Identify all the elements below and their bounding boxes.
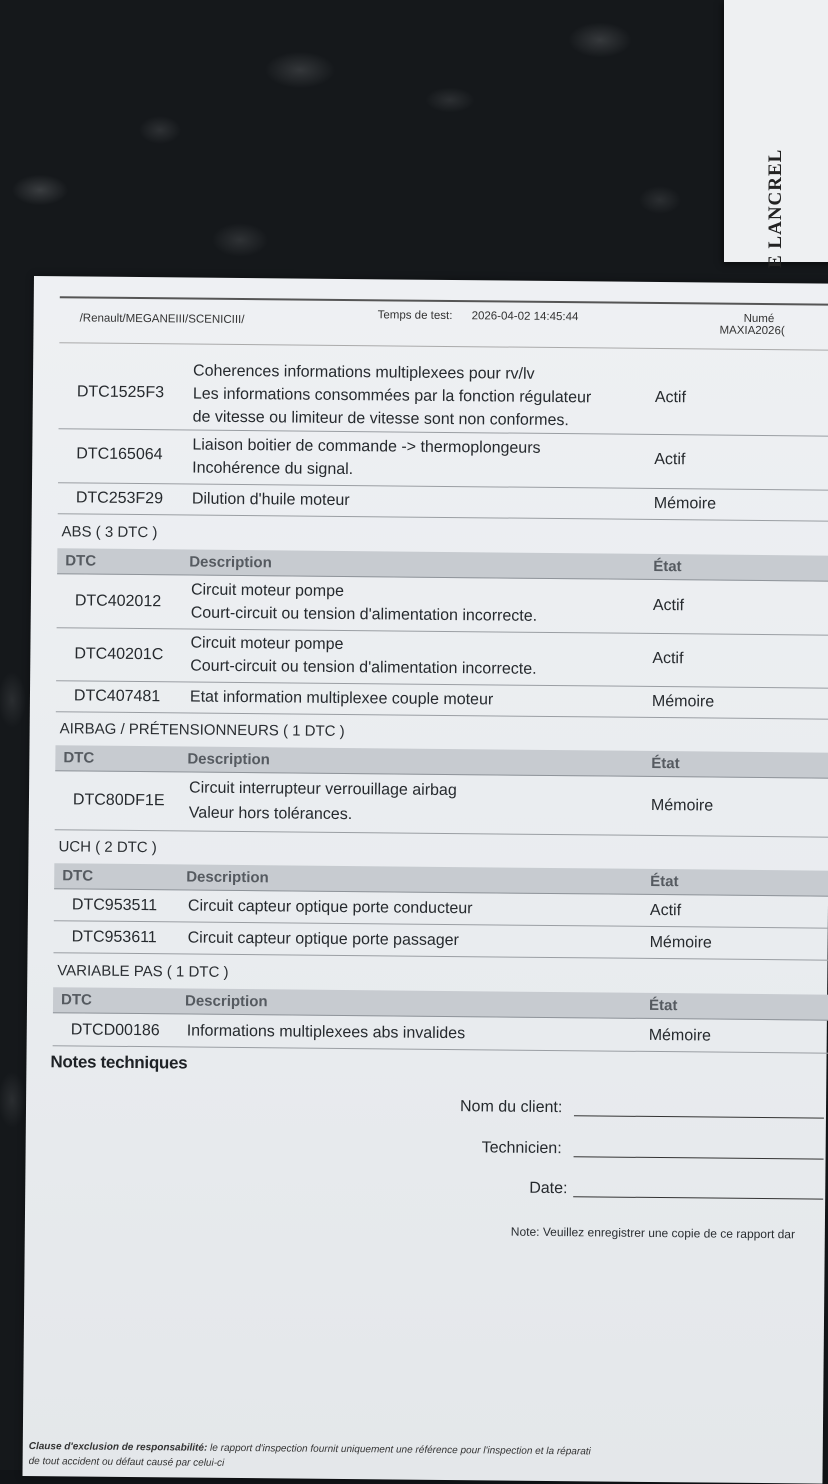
column-header-state: État: [653, 557, 682, 576]
table-row: [58, 428, 828, 490]
dtc-code: DTC40201C: [74, 645, 164, 664]
dtc-state: Actif: [654, 450, 686, 469]
dtc-code: DTCD00186: [70, 1021, 160, 1040]
table-row: [56, 680, 828, 719]
technician-line: [574, 1156, 824, 1159]
column-header-state: État: [651, 754, 680, 773]
vehicle-path: /Renault/MEGANEIII/SCENICIII/: [79, 312, 245, 327]
dtc-state: Mémoire: [653, 494, 717, 513]
dtc-description-line: Etat information multiplexee couple moteur: [189, 688, 494, 709]
section-title-variable-pas: VARIABLE PAS ( 1 DTC ): [57, 962, 229, 981]
table-row: [56, 627, 828, 688]
client-name-line: [574, 1115, 824, 1118]
disclaimer-text: le rapport d'inspection fournit uniquement une référence pour l'inspection et la réparati: [207, 1442, 591, 1458]
column-header-state: État: [648, 996, 678, 1015]
section-title-abs: ABS ( 3 DTC ): [61, 523, 158, 542]
dtc-state: Mémoire: [649, 933, 712, 952]
dtc-state: Mémoire: [651, 692, 715, 711]
dtc-description-line: Dilution d'huile moteur: [191, 490, 350, 510]
column-header-dtc: DTC: [60, 991, 92, 1009]
dtc-description-line: Incohérence du signal.: [192, 459, 354, 479]
notes-title: Notes techniques: [50, 1052, 188, 1073]
dtc-code: DTC953511: [71, 896, 158, 915]
report-number-label: Numé: [743, 312, 775, 326]
dtc-description-line: de vitesse ou limiteur de vitesse sont non conformes.: [192, 408, 569, 430]
table-row: [53, 1013, 828, 1053]
dtc-description-line: Circuit capteur optique porte passager: [187, 929, 459, 950]
test-time-value: 2026-04-02 14:45:44: [471, 310, 579, 324]
dtc-description-line: Court-circuit ou tension d'alimentation incorrecte.: [190, 657, 537, 678]
client-name-label: Nom du client:: [459, 1098, 563, 1117]
header-bottom-rule: [59, 342, 828, 350]
dtc-description-line: Circuit moteur pompe: [190, 581, 345, 600]
dtc-description-line: Liaison boitier de commande -> thermoplongeurs: [192, 436, 541, 457]
column-header-description: Description: [187, 750, 270, 769]
dtc-state: Actif: [654, 388, 687, 407]
dtc-state: Mémoire: [648, 1026, 712, 1045]
disclaimer-line: [29, 1441, 591, 1457]
column-header-dtc: DTC: [62, 867, 94, 885]
column-header-description: Description: [186, 868, 269, 887]
dtc-state: Actif: [652, 649, 684, 668]
diagnostic-report-sheet: [22, 276, 828, 1484]
dtc-description-line: Court-circuit ou tension d'alimentation incorrecte.: [190, 604, 538, 625]
dtc-state: Actif: [649, 901, 682, 920]
dtc-code: DTC165064: [76, 445, 163, 464]
date-line: [573, 1196, 823, 1199]
section-title-uch: UCH ( 2 DTC ): [58, 838, 157, 857]
disclaimer-heading: Clause d'exclusion de responsabilité:: [28, 1441, 208, 1454]
dtc-description-line: Circuit moteur pompe: [190, 634, 344, 653]
table-row: [57, 574, 828, 635]
column-header-dtc: DTC: [63, 749, 95, 767]
technician-label: Technicien:: [481, 1139, 562, 1158]
dtc-description-line: Les informations consommées par la fonction régulateur: [192, 385, 592, 407]
table-row: [58, 482, 828, 521]
dtc-state: Actif: [652, 596, 685, 615]
section-title-airbag: AIRBAG / PRÉTENSIONNEURS ( 1 DTC ): [59, 720, 345, 741]
side-paper-text: E LANCREL: [765, 148, 786, 268]
header-top-rule: [60, 296, 828, 305]
dtc-code: DTC80DF1E: [72, 791, 165, 810]
dtc-description-line: Circuit interrupteur verrouillage airbag: [189, 779, 457, 800]
dtc-description-line: Circuit capteur optique porte conducteur: [187, 897, 473, 918]
dtc-description-line: Valeur hors tolérances.: [188, 804, 353, 824]
report-number-value: MAXIA2026(: [719, 324, 785, 338]
report-note: Note: Veuillez enregistrer une copie de ce rapport dar: [510, 1224, 796, 1242]
disclaimer-line: de tout accident ou défaut causé par celui-ci: [28, 1456, 225, 1469]
test-time-label: Temps de test:: [377, 309, 453, 323]
column-header-dtc: DTC: [65, 552, 97, 570]
dtc-description-line: Coherences informations multiplexees pour rv/lv: [193, 362, 535, 383]
table-row: [59, 356, 828, 436]
column-header-state: État: [650, 872, 679, 891]
dtc-code: DTC407481: [73, 687, 161, 706]
column-header-description: Description: [189, 553, 272, 572]
dtc-code: DTC402012: [74, 592, 162, 611]
table-row: [55, 771, 828, 837]
table-row: [54, 920, 828, 960]
dtc-code: DTC1525F3: [76, 383, 165, 402]
dtc-code: DTC253F29: [75, 489, 164, 508]
date-label: Date:: [529, 1179, 568, 1198]
dtc-description-line: Informations multiplexees abs invalides: [186, 1022, 466, 1043]
dtc-state: Mémoire: [650, 796, 714, 815]
column-header-description: Description: [184, 992, 268, 1011]
dtc-code: DTC953611: [71, 928, 157, 947]
